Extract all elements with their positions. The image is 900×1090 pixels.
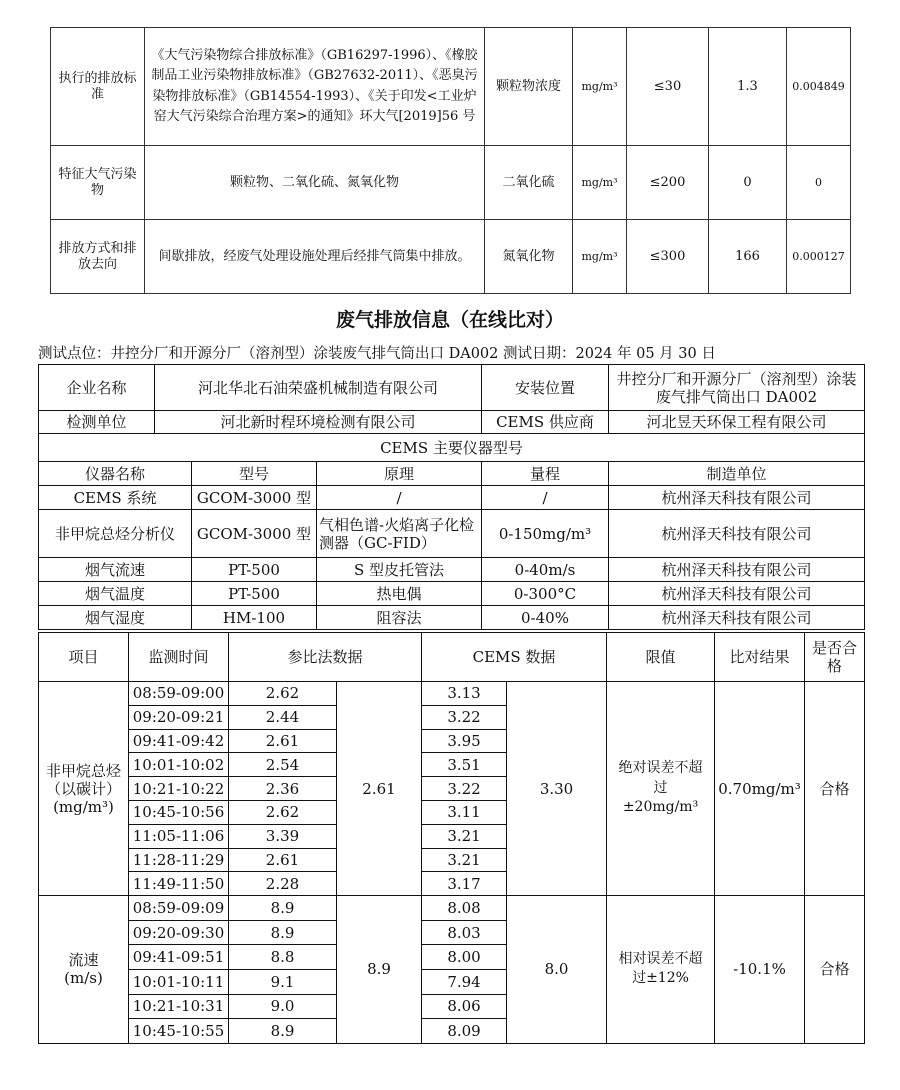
monitor-time: 10:45-10:56	[129, 800, 229, 824]
instrument-model: GCOM-3000 型	[192, 510, 317, 558]
cems-value: 3.11	[422, 800, 507, 824]
instrument-range: 0-40%	[482, 606, 609, 630]
standard-description: 颗粒物、二氧化硫、氮氧化物	[145, 146, 485, 220]
table-row	[39, 558, 865, 582]
table-row	[51, 146, 851, 220]
instrument-principle: 阻容法	[317, 606, 482, 630]
row-label: 特征大气污染物	[51, 146, 145, 220]
instrument-model: PT-500	[192, 558, 317, 582]
cems-value: 8.06	[422, 994, 507, 1019]
table-row	[39, 682, 865, 706]
monitor-time: 09:41-09:51	[129, 945, 229, 970]
instrument-maker: 杭州泽天科技有限公司	[609, 558, 865, 582]
instrument-name: 烟气温度	[39, 582, 192, 606]
monitor-time: 08:59-09:00	[129, 682, 229, 706]
column-header: 量程	[482, 462, 609, 486]
pollutant: 颗粒物浓度	[485, 28, 573, 146]
reference-value: 2.62	[229, 800, 337, 824]
column-header: 项目	[39, 633, 129, 682]
column-header: 比对结果	[715, 633, 805, 682]
unit: mg/m³	[573, 220, 627, 294]
monitor-time: 10:45-10:55	[129, 1019, 229, 1044]
rate: 0.004849	[787, 28, 851, 146]
unit: mg/m³	[573, 28, 627, 146]
instrument-name: 非甲烷总烃分析仪	[39, 510, 192, 558]
instrument-name: 烟气湿度	[39, 606, 192, 630]
value: 1.3	[709, 28, 787, 146]
instrument-name: 烟气流速	[39, 558, 192, 582]
supplier-value: 河北昱天环保工程有限公司	[609, 411, 865, 434]
value: 0	[709, 146, 787, 220]
limit: ≤200	[627, 146, 709, 220]
limit: ≤30	[627, 28, 709, 146]
reference-value: 2.61	[229, 848, 337, 872]
instrument-principle: 热电偶	[317, 582, 482, 606]
monitor-time: 10:21-10:31	[129, 994, 229, 1019]
monitor-time: 10:01-10:11	[129, 969, 229, 994]
reference-value: 9.0	[229, 994, 337, 1019]
reference-value: 2.44	[229, 705, 337, 729]
item-name-line: 非甲烷总烃	[45, 761, 121, 780]
item-name-line: 流速	[68, 951, 99, 970]
cems-value: 8.09	[422, 1019, 507, 1044]
table-row	[39, 365, 865, 411]
instrument-principle: S 型皮托管法	[317, 558, 482, 582]
cems-value: 7.94	[422, 969, 507, 994]
reference-value: 3.39	[229, 824, 337, 848]
item-name	[39, 682, 129, 896]
reference-average: 8.9	[337, 896, 422, 1044]
monitor-time: 09:20-09:21	[129, 705, 229, 729]
limit: ≤300	[627, 220, 709, 294]
item-name	[39, 896, 129, 1044]
table-row	[39, 606, 865, 630]
item-name-line: (m/s)	[64, 969, 103, 988]
comparison-body	[39, 682, 865, 1044]
table-row	[51, 220, 851, 294]
item-name-line: (mg/m³)	[53, 797, 114, 816]
pass-status: 合格	[805, 682, 865, 896]
comparison-table	[38, 632, 865, 1044]
cems-value: 8.00	[422, 945, 507, 970]
reference-average: 2.61	[337, 682, 422, 896]
monitor-time: 08:59-09:09	[129, 896, 229, 921]
monitor-time: 11:05-11:06	[129, 824, 229, 848]
rate: 0	[787, 146, 851, 220]
test-info: 测试点位：井控分厂和开源分厂（溶剂型）涂装废气排气筒出口 DA002 测试日期：2024 年 05 月 30 日	[38, 346, 716, 362]
cems-value: 8.08	[422, 896, 507, 921]
table-row	[51, 28, 851, 146]
reference-value: 2.36	[229, 777, 337, 801]
standard-description: 《大气污染物综合排放标准》（GB16297-1996）、《橡胶制品工业污染物排放标准》（GB27632-2011）、《恶臭污染物排放标准》（GB14554-1993）、《关于印发<工业炉窑大气污染综合治理方案>的通知》环大气[2019]56 号	[145, 28, 485, 146]
row-label: 执行的排放标准	[51, 28, 145, 146]
instrument-name: CEMS 系统	[39, 486, 192, 510]
reference-value: 8.9	[229, 920, 337, 945]
cems-value: 3.17	[422, 872, 507, 896]
monitor-time: 10:01-10:02	[129, 753, 229, 777]
instrument-principle: /	[317, 486, 482, 510]
column-header: 型号	[192, 462, 317, 486]
reference-value: 8.8	[229, 945, 337, 970]
monitor-time: 09:41-09:42	[129, 729, 229, 753]
supplier-label: CEMS 供应商	[482, 411, 609, 434]
location-label: 安装位置	[482, 365, 609, 411]
cems-value: 3.51	[422, 753, 507, 777]
table-row	[39, 486, 865, 510]
row-label: 排放方式和排放去向	[51, 220, 145, 294]
instrument-maker: 杭州泽天科技有限公司	[609, 606, 865, 630]
cems-value: 3.95	[422, 729, 507, 753]
reference-value: 2.61	[229, 729, 337, 753]
instrument-maker: 杭州泽天科技有限公司	[609, 510, 865, 558]
instrument-range: /	[482, 486, 609, 510]
reference-value: 8.9	[229, 1019, 337, 1044]
instruments-title: CEMS 主要仪器型号	[39, 434, 865, 462]
column-header: 仪器名称	[39, 462, 192, 486]
table-header-row	[39, 462, 865, 486]
reference-value: 9.1	[229, 969, 337, 994]
limit-value: 相对误差不超过±12%	[607, 896, 715, 1044]
instrument-range: 0-40m/s	[482, 558, 609, 582]
monitor-time: 11:28-11:29	[129, 848, 229, 872]
cems-average: 8.0	[507, 896, 607, 1044]
cems-value: 8.03	[422, 920, 507, 945]
rate: 0.000127	[787, 220, 851, 294]
location-value: 井控分厂和开源分厂（溶剂型）涂装废气排气筒出口 DA002	[609, 365, 865, 411]
instrument-principle: 气相色谱-火焰离子化检测器（GC-FID）	[317, 510, 482, 558]
limit-value: 绝对误差不超过±20mg/m³	[607, 682, 715, 896]
instrument-model: GCOM-3000 型	[192, 486, 317, 510]
unit-value: 河北新时程环境检测有限公司	[155, 411, 482, 434]
pass-status: 合格	[805, 896, 865, 1044]
monitor-time: 10:21-10:22	[129, 777, 229, 801]
standard-description: 间歇排放，经废气处理设施处理后经排气筒集中排放。	[145, 220, 485, 294]
reference-value: 2.28	[229, 872, 337, 896]
instrument-model: PT-500	[192, 582, 317, 606]
table-row	[39, 582, 865, 606]
company-label: 企业名称	[39, 365, 155, 411]
monitor-time: 09:20-09:30	[129, 920, 229, 945]
table-row	[39, 411, 865, 434]
column-header: 监测时间	[129, 633, 229, 682]
monitor-time: 11:49-11:50	[129, 872, 229, 896]
pollutant: 氮氧化物	[485, 220, 573, 294]
column-header: CEMS 数据	[422, 633, 607, 682]
unit-label: 检测单位	[39, 411, 155, 434]
emission-standard-table	[50, 27, 851, 294]
comparison-result: 0.70mg/m³	[715, 682, 805, 896]
cems-value: 3.22	[422, 705, 507, 729]
column-header: 原理	[317, 462, 482, 486]
table-header-row	[39, 633, 865, 682]
instrument-maker: 杭州泽天科技有限公司	[609, 486, 865, 510]
table-row	[39, 434, 865, 462]
instrument-range: 0-300°C	[482, 582, 609, 606]
column-header: 是否合格	[805, 633, 865, 682]
unit: mg/m³	[573, 146, 627, 220]
cems-info-table	[38, 364, 865, 630]
cems-value: 3.22	[422, 777, 507, 801]
instrument-range: 0-150mg/m³	[482, 510, 609, 558]
cems-value: 3.21	[422, 848, 507, 872]
table-row	[39, 510, 865, 558]
column-header: 参比法数据	[229, 633, 422, 682]
item-name-line: （以碳计）	[45, 779, 121, 798]
value: 166	[709, 220, 787, 294]
instrument-maker: 杭州泽天科技有限公司	[609, 582, 865, 606]
section-title: 废气排放信息（在线比对）	[335, 309, 564, 331]
reference-value: 2.62	[229, 682, 337, 706]
column-header: 制造单位	[609, 462, 865, 486]
cems-value: 3.13	[422, 682, 507, 706]
pollutant: 二氧化硫	[485, 146, 573, 220]
table-row	[39, 896, 865, 921]
column-header: 限值	[607, 633, 715, 682]
instrument-model: HM-100	[192, 606, 317, 630]
cems-value: 3.21	[422, 824, 507, 848]
comparison-result: -10.1%	[715, 896, 805, 1044]
company-value: 河北华北石油荣盛机械制造有限公司	[155, 365, 482, 411]
cems-average: 3.30	[507, 682, 607, 896]
reference-value: 8.9	[229, 896, 337, 921]
reference-value: 2.54	[229, 753, 337, 777]
